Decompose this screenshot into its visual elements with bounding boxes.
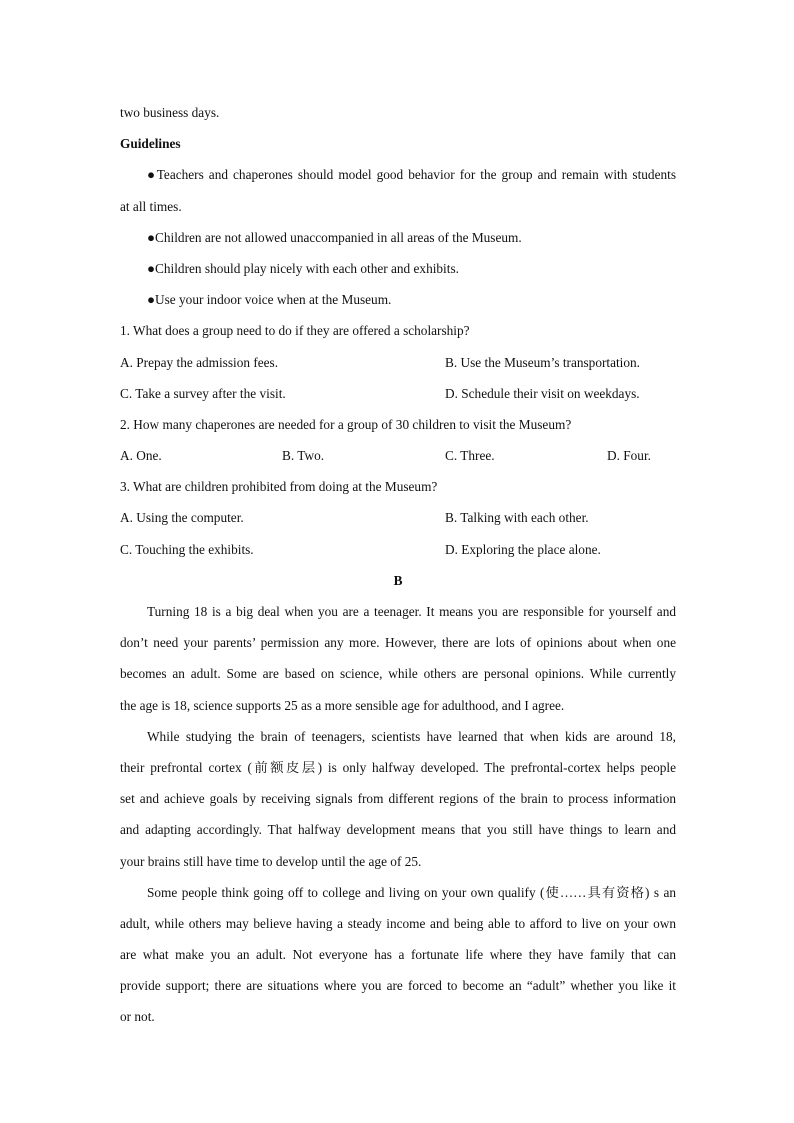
paragraph-1-line: becomes an adult. Some are based on science, while others are personal opinions. While currently bbox=[120, 666, 676, 682]
option-c: C. Take a survey after the visit. bbox=[120, 385, 286, 401]
paragraph-2-line: set and achieve goals by receiving signals from different regions of the brain to process information bbox=[120, 791, 676, 807]
option-a: A. One. bbox=[120, 448, 162, 464]
question-2-options-row bbox=[120, 445, 676, 476]
option-a: A. Using the computer. bbox=[120, 510, 244, 526]
document-page bbox=[120, 102, 676, 1038]
option-d: D. Four. bbox=[607, 448, 651, 464]
paragraph-3-line: or not. bbox=[120, 1009, 155, 1025]
guideline-item-1-cont: at all times. bbox=[120, 198, 182, 214]
paragraph-2-line: and adapting accordingly. That halfway development means that you still have things to learn and bbox=[120, 822, 676, 838]
paragraph-1-line: don’t need your parents’ permission any more. However, there are lots of opinions about when one bbox=[120, 635, 676, 651]
paragraph-3-line: are what make you an adult. Not everyone has a fortunate life where they have family that can bbox=[120, 947, 676, 963]
option-d: D. Exploring the place alone. bbox=[445, 541, 601, 557]
guideline-item-4: ●Use your indoor voice when at the Museum. bbox=[147, 292, 392, 308]
option-c: C. Touching the exhibits. bbox=[120, 541, 254, 557]
guidelines-heading: Guidelines bbox=[120, 136, 181, 152]
option-b: B. Two. bbox=[282, 448, 325, 464]
option-b: B. Use the Museum’s transportation. bbox=[445, 354, 640, 370]
paragraph-2-line: While studying the brain of teenagers, scientists have learned that when kids are around 18, bbox=[147, 728, 676, 744]
question-3-options-row-2 bbox=[120, 539, 676, 570]
paragraph-2-line: their prefrontal cortex (前额皮层) is only halfway developed. The prefrontal-cortex helps people bbox=[120, 759, 676, 775]
paragraph-1-line: the age is 18, science supports 25 as a more sensible age for adulthood, and I agree. bbox=[120, 697, 565, 713]
option-a: A. Prepay the admission fees. bbox=[120, 354, 279, 370]
question-1-options-row-2 bbox=[120, 383, 676, 414]
question-1-stem: 1. What does a group need to do if they are offered a scholarship? bbox=[120, 323, 470, 339]
paragraph-2-line: your brains still have time to develop until the age of 25. bbox=[120, 853, 422, 869]
paragraph-3-line: adult, while others may believe having a steady income and being able to afford to live on your own bbox=[120, 915, 676, 931]
question-3-stem: 3. What are children prohibited from doing at the Museum? bbox=[120, 479, 438, 495]
option-b: B. Talking with each other. bbox=[445, 510, 589, 526]
option-d: D. Schedule their visit on weekdays. bbox=[445, 385, 640, 401]
guideline-item-1: ●Teachers and chaperones should model good behavior for the group and remain with students bbox=[147, 167, 676, 183]
guideline-item-2: ●Children are not allowed unaccompanied in all areas of the Museum. bbox=[147, 229, 522, 245]
intro-tail-text: two business days. bbox=[120, 105, 220, 120]
question-3-options-row-1 bbox=[120, 507, 676, 538]
paragraph-3-line: provide support; there are situations where you are forced to become an “adult” whether you like it bbox=[120, 978, 676, 994]
paragraph-1-line: Turning 18 is a big deal when you are a teenager. It means you are responsible for yourself and bbox=[147, 604, 676, 619]
section-b-heading: B bbox=[393, 572, 403, 588]
question-2-stem: 2. How many chaperones are needed for a group of 30 children to visit the Museum? bbox=[120, 416, 572, 432]
paragraph-3-line: Some people think going off to college and living on your own qualify (使……具有资格) s an bbox=[147, 884, 676, 900]
guideline-item-3: ●Children should play nicely with each other and exhibits. bbox=[147, 260, 459, 276]
question-1-options-row-1 bbox=[120, 352, 676, 383]
option-c: C. Three. bbox=[445, 448, 495, 464]
